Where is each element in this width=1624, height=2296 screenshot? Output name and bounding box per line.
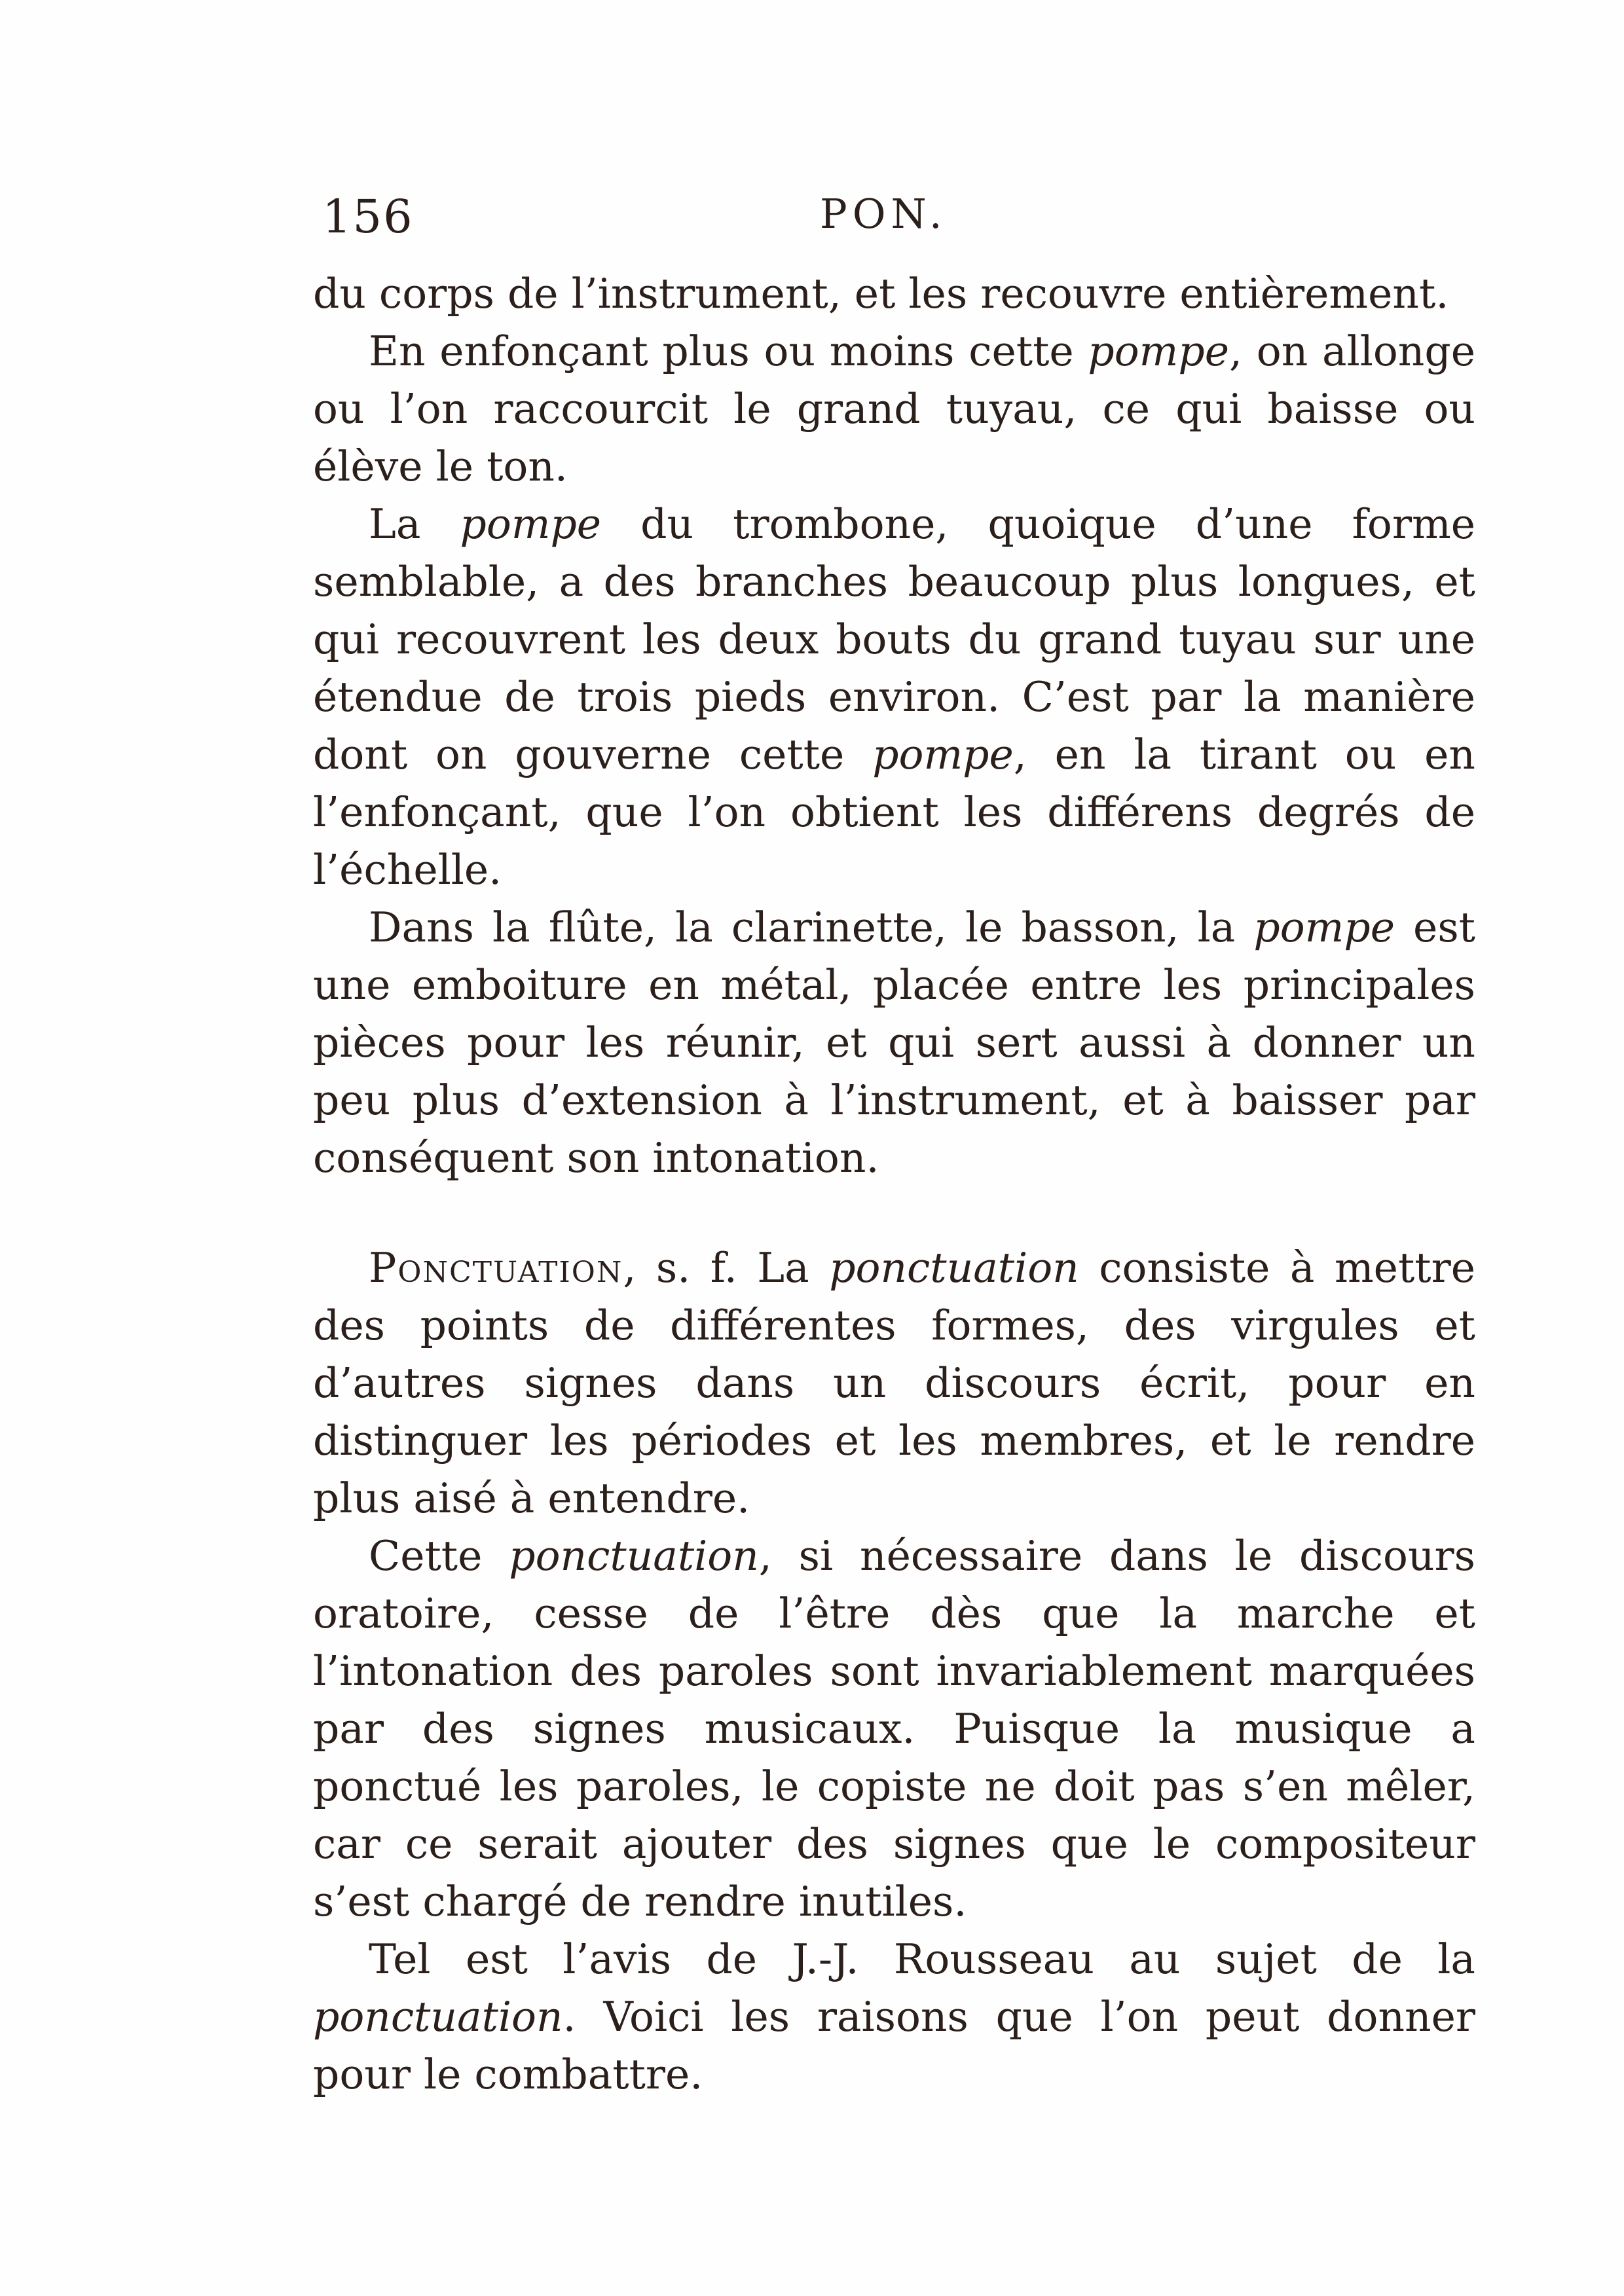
- page-number: 156: [322, 190, 414, 244]
- entry-headword: Ponctuation: [369, 1244, 623, 1292]
- paragraph-continuation: [313, 265, 1475, 323]
- italic-term: ponctuation: [313, 1993, 563, 2041]
- paragraph-text: La: [369, 500, 460, 548]
- paragraph-text: , on allonge ou l’on raccourcit le grand tuyau, ce qui baisse ou élève le ton.: [313, 327, 1475, 490]
- page-header: [322, 183, 1462, 262]
- paragraph-text: du corps de l’instrument, et les recouvre entièrement.: [313, 270, 1449, 318]
- paragraph-rousseau: [313, 1931, 1475, 2104]
- running-head: PON.: [820, 190, 948, 238]
- paragraph-ponctuation-oratoire: [313, 1527, 1475, 1931]
- paragraph-woodwinds: [313, 899, 1475, 1187]
- paragraph-trombone: [313, 496, 1475, 899]
- body-text: [313, 265, 1475, 2104]
- paragraph-text: , s. f. La: [623, 1244, 830, 1292]
- paragraph-text: En enfonçant plus ou moins cette: [369, 327, 1088, 375]
- italic-term: pompe: [1088, 327, 1230, 375]
- paragraph-text: du trombone, quoique d’une forme semblable, a des branches beaucoup plus longues, et qui recouvrent les deux bouts du grand tuyau sur une étendue de trois pieds environ. C’est par la manière dont on gouverne cette: [313, 500, 1475, 778]
- italic-term: pompe: [872, 731, 1014, 778]
- italic-term: pompe: [1253, 903, 1395, 951]
- paragraph-text: Tel est l’avis de J.-J. Rousseau au sujet de la: [369, 1935, 1475, 1983]
- paragraph-text: est une emboiture en métal, placée entre les principales pièces pour les réunir, et qui sert aussi à donner un peu plus d’extension à l’instrument, et à baisser par conséquent son intonation.: [313, 903, 1475, 1182]
- paragraph-text: , en la tirant ou en l’enfonçant, que l’on obtient les différens degrés de l’échelle.: [313, 731, 1475, 894]
- italic-term: ponctuation: [829, 1244, 1079, 1292]
- italic-term: pompe: [460, 500, 602, 548]
- entry-ponctuation: [313, 1239, 1475, 1527]
- paragraph-text: Dans la flûte, la clarinette, le basson, la: [369, 903, 1254, 951]
- paragraph-text: consiste à mettre des points de différentes formes, des virgules et d’autres signes dans un discours écrit, pour en distinguer les périodes et les membres, et le rendre plus aisé à entendre.: [313, 1244, 1475, 1522]
- paragraph-text: . Voici les raisons que l’on peut donner pour le combattre.: [313, 1993, 1475, 2098]
- italic-term: ponctuation: [509, 1532, 759, 1580]
- paragraph-text: , si nécessaire dans le discours oratoire, cesse de l’être dès que la marche et l’intonation des paroles sont invariablement marquées par des signes musicaux. Puisque la musique a ponctué les paroles, le copiste ne doit pas s’en mêler, car ce serait ajouter des signes que le compositeur s’est chargé de rendre inutiles.: [313, 1532, 1475, 1925]
- paragraph-text: Cette: [369, 1532, 509, 1580]
- paragraph-pompe-tuning: [313, 323, 1475, 496]
